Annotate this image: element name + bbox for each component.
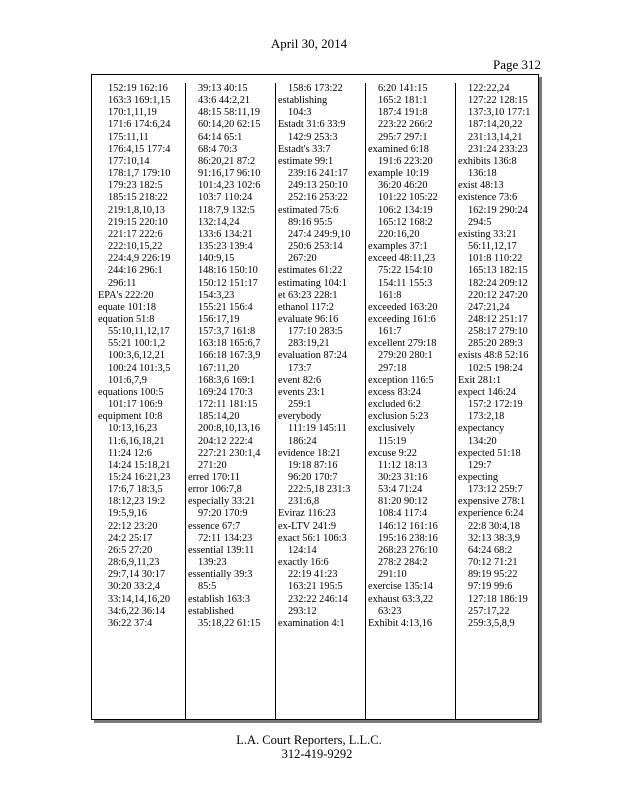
index-page-refs: 171:6 174:6,24 xyxy=(108,119,171,131)
index-page-refs: 85:5 xyxy=(198,581,217,593)
index-page-refs: 111:19 145:11 xyxy=(288,423,347,435)
index-page-refs: 6:20 141:15 xyxy=(378,83,428,94)
index-page-refs: 222:5,18 231:3 xyxy=(288,484,351,496)
index-page-refs: 172:11 181:15 xyxy=(198,399,258,411)
index-page-refs: 219:1,8,10,13 xyxy=(108,204,165,216)
index-page-refs: 60:14,20 62:15 xyxy=(198,119,261,131)
index-page-refs: 64:14 65:1 xyxy=(198,131,243,143)
footer xyxy=(0,733,618,761)
index-page-refs: 102:5 198:24 xyxy=(468,362,523,374)
index-entry: erred 170:11 xyxy=(188,472,240,483)
index-entry: essentially 39:3 xyxy=(188,569,253,581)
index-entry: estimate 99:1 xyxy=(278,155,334,167)
index-page-refs: 161:7 xyxy=(378,326,402,338)
index-page-refs: 220:16,20 xyxy=(378,228,420,240)
index-entry: Exit 281:1 xyxy=(458,374,502,386)
column-divider xyxy=(365,83,366,719)
index-entry: events 23:1 xyxy=(278,386,326,398)
index-entry: existing 33:21 xyxy=(458,228,517,240)
index-entry: essence 67:7 xyxy=(188,520,241,532)
index-page-refs: 185:15 218:22 xyxy=(108,192,168,204)
index-page-refs: 169:24 170:3 xyxy=(198,386,253,398)
index-page-refs: 163:3 169:1,15 xyxy=(108,95,171,107)
index-page-refs: 134:20 xyxy=(468,435,497,447)
index-entry: evidence 18:21 xyxy=(278,447,341,459)
index-page-refs: 157:3,7 161:8 xyxy=(198,326,256,338)
index-page-refs: 64:24 68:2 xyxy=(468,544,513,556)
index-page-refs: 22:12 23:20 xyxy=(108,520,158,532)
index-page-refs: 48:15 58:11,19 xyxy=(198,107,260,119)
index-page-refs: 17:6,7 18:3,5 xyxy=(108,484,163,496)
index-page-refs: 295:7 297:1 xyxy=(378,131,428,143)
index-page-refs: 267:20 xyxy=(288,253,317,265)
index-column-5 xyxy=(458,83,542,630)
index-page-refs: 155:21 156:4 xyxy=(198,301,253,313)
index-page-refs: 118:7,9 132:5 xyxy=(198,204,255,216)
index-entry: Eviraz 116:23 xyxy=(278,508,336,520)
index-entry: equipment 10:8 xyxy=(98,411,163,423)
index-page-refs: 100:24 101:3,5 xyxy=(108,362,171,374)
index-entry: excluded 6:2 xyxy=(368,399,421,411)
index-page-refs: 179:23 182:5 xyxy=(108,180,163,192)
index-page-refs: 156:17,19 xyxy=(198,313,240,325)
index-entry: expensive 278:1 xyxy=(458,496,526,508)
index-page-refs: 11:12 18:13 xyxy=(378,459,428,471)
index-page-refs: 224:4,9 226:19 xyxy=(108,253,171,265)
index-entry: establish 163:3 xyxy=(188,593,251,605)
index-page-refs: 136:18 xyxy=(468,168,497,180)
index-page-refs: 219:15 220:10 xyxy=(108,216,168,228)
index-page-refs: 26:5 27:20 xyxy=(108,544,153,556)
index-page-refs: 249:13 250:10 xyxy=(288,180,348,192)
index-page-refs: 148:16 150:10 xyxy=(198,265,258,277)
index-page-refs: 178:1,7 179:10 xyxy=(108,168,171,180)
index-page-refs: 162:19 290:24 xyxy=(468,204,528,216)
index-page-refs: 70:12 71:21 xyxy=(468,557,518,569)
index-page-refs: 150:12 151:17 xyxy=(198,277,258,289)
index-page-refs: 161:8 xyxy=(378,289,402,301)
index-page-refs: 97:19 99:6 xyxy=(468,581,513,593)
index-entry: Estadt's 33:7 xyxy=(278,143,331,155)
index-page-refs: 89:19 95:22 xyxy=(468,569,518,581)
index-entry: examined 6:18 xyxy=(368,143,429,155)
index-page-refs: 72:11 134:23 xyxy=(198,532,253,544)
index-page-refs: 223:22 266:2 xyxy=(378,119,433,131)
page-number: Page 312 xyxy=(493,57,542,72)
index-page-refs: 278:2 284:2 xyxy=(378,557,428,569)
index-page-refs: 115:19 xyxy=(378,435,407,447)
index-page-refs: 165:2 181:1 xyxy=(378,95,428,107)
index-page-refs: 89:16 95:5 xyxy=(288,216,333,228)
index-page-refs: 106:2 134:19 xyxy=(378,204,433,216)
index-entry: established xyxy=(188,605,234,617)
index-page-refs: 177:10,14 xyxy=(108,155,150,167)
index-page-refs: 36:22 37:4 xyxy=(108,617,153,629)
index-entry: exceed 48:11,23 xyxy=(368,253,436,265)
index-page-refs: 152:19 162:16 xyxy=(108,83,168,94)
index-entry: expectancy xyxy=(458,423,505,435)
index-entry: estimating 104:1 xyxy=(278,277,347,289)
index-page-refs: 258:17 279:10 xyxy=(468,326,528,338)
index-entry: excellent 279:18 xyxy=(368,338,437,350)
index-entry: exclusion 5:23 xyxy=(368,411,429,423)
index-entry: existence 73:6 xyxy=(458,192,518,204)
index-page-refs: 222:10,15,22 xyxy=(108,241,163,253)
index-entry: especially 33:21 xyxy=(188,496,256,508)
index-entry: equation 51:8 xyxy=(98,313,155,325)
index-page-refs: 55:21 100:1,2 xyxy=(108,338,166,350)
index-page-refs: 14:24 15:18,21 xyxy=(108,459,171,471)
index-page-refs: 30:23 31:16 xyxy=(378,472,428,483)
index-page-refs: 19:18 87:16 xyxy=(288,459,338,471)
index-page-refs: 36:20 46:20 xyxy=(378,180,428,192)
index-page-refs: 43:6 44:2,21 xyxy=(198,95,251,107)
index-page-refs: 177:10 283:5 xyxy=(288,326,343,338)
index-page-refs: 101:22 105:22 xyxy=(378,192,438,204)
index-page-refs: 173:12 259:7 xyxy=(468,484,523,496)
index-entry: examination 4:1 xyxy=(278,617,345,629)
index-page-refs: 291:10 xyxy=(378,569,407,581)
index-entry: exactly 16:6 xyxy=(278,557,329,569)
column-divider xyxy=(275,83,276,719)
index-page-refs: 195:16 238:16 xyxy=(378,532,438,544)
index-entry: ex-LTV 241:9 xyxy=(278,520,337,532)
index-page-refs: 294:5 xyxy=(468,216,492,228)
index-page-refs: 39:13 40:15 xyxy=(198,83,248,94)
index-page-refs: 15:24 16:21,23 xyxy=(108,472,171,483)
index-entry: exceeding 161:6 xyxy=(368,313,436,325)
index-entry: establishing xyxy=(278,95,328,107)
index-page-refs: 232:22 246:14 xyxy=(288,593,348,605)
index-page-refs: 86:20,21 87:2 xyxy=(198,155,256,167)
index-page-refs: 19:5,9,16 xyxy=(108,508,147,520)
index-page-refs: 204:12 222:4 xyxy=(198,435,253,447)
index-page-refs: 231:13,14,21 xyxy=(468,131,523,143)
index-entry: evaluate 96:16 xyxy=(278,313,339,325)
index-page-refs: 101:6,7,9 xyxy=(108,374,147,386)
index-page-refs: 127:18 186:19 xyxy=(468,593,528,605)
index-page-refs: 154:3,23 xyxy=(198,289,235,301)
index-entry: exhaust 63:3,22 xyxy=(368,593,434,605)
index-page-refs: 81:20 90:12 xyxy=(378,496,428,508)
index-page-refs: 170:1,11,19 xyxy=(108,107,157,119)
index-page-refs: 247:4 249:9,10 xyxy=(288,228,351,240)
reporter-phone: 312-419-9292 xyxy=(281,747,353,761)
index-page-refs: 133:6 134:21 xyxy=(198,228,253,240)
index-page-refs: 231:6,8 xyxy=(288,496,320,508)
reporter-company: L.A. Court Reporters, L.L.C. xyxy=(236,733,382,747)
index-page-refs: 259:1 xyxy=(288,399,312,411)
index-page-refs: 259:3,5,8,9 xyxy=(468,617,515,629)
index-page-refs: 244:16 296:1 xyxy=(108,265,163,277)
index-entry: essential 139:11 xyxy=(188,544,255,556)
index-page-refs: 68:4 70:3 xyxy=(198,143,238,155)
column-divider xyxy=(185,83,186,719)
index-page-refs: 22:8 30:4,18 xyxy=(468,520,521,532)
index-page-refs: 296:11 xyxy=(108,277,137,289)
index-page-refs: 91:16,17 96:10 xyxy=(198,168,261,180)
index-column-2 xyxy=(188,83,272,630)
index-page-refs: 285:20 289:3 xyxy=(468,338,523,350)
index-page-refs: 127:22 128:15 xyxy=(468,95,528,107)
index-entry: exact 56:1 106:3 xyxy=(278,532,347,544)
index-page-refs: 173:7 xyxy=(288,362,312,374)
index-page-refs: 137:3,10 177:1 xyxy=(468,107,531,119)
index-page-refs: 186:24 xyxy=(288,435,317,447)
index-page-refs: 182:24 209:12 xyxy=(468,277,528,289)
index-page-refs: 176:4,15 177:4 xyxy=(108,143,171,155)
index-entry: excuse 9:22 xyxy=(368,447,417,459)
index-entry: estimates 61:22 xyxy=(278,265,343,277)
index-entry: everybody xyxy=(278,411,322,423)
index-page-refs: 11:24 12:6 xyxy=(108,447,152,459)
index-page-refs: 191:6 223:20 xyxy=(378,155,433,167)
index-page-refs: 252:16 253:22 xyxy=(288,192,348,204)
index-page-refs: 187:4 191:8 xyxy=(378,107,428,119)
index-entry: estimated 75:6 xyxy=(278,204,339,216)
index-page-refs: 101:17 106:9 xyxy=(108,399,163,411)
index-page-refs: 168:3,6 169:1 xyxy=(198,374,256,386)
index-entry: excess 83:24 xyxy=(368,386,421,398)
index-page-refs: 33:14,14,16,20 xyxy=(108,593,171,605)
index-page-refs: 250:6 253:14 xyxy=(288,241,343,253)
index-page-refs: 158:6 173:22 xyxy=(288,83,343,94)
index-page-refs: 154:11 155:3 xyxy=(378,277,433,289)
index-page-refs: 163:18 165:6,7 xyxy=(198,338,261,350)
index-page-refs: 157:2 172:19 xyxy=(468,399,523,411)
index-entry: EPA's 222:20 xyxy=(98,289,154,301)
index-page-refs: 165:13 182:15 xyxy=(468,265,528,277)
index-page-refs: 53:4 71:24 xyxy=(378,484,423,496)
index-page-refs: 132:14,24 xyxy=(198,216,240,228)
index-page-refs: 34:6,22 36:14 xyxy=(108,605,166,617)
index-entry: Estadt 31:6 33:9 xyxy=(278,119,346,131)
index-page-refs: 28:6,9,11,23 xyxy=(108,557,160,569)
index-page-refs: 257:17,22 xyxy=(468,605,510,617)
index-page-refs: 146:12 161:16 xyxy=(378,520,438,532)
index-page-refs: 175:11,11 xyxy=(108,131,149,143)
index-page-refs: 200:8,10,13,16 xyxy=(198,423,261,435)
index-entry: example 10:19 xyxy=(368,168,429,180)
column-divider xyxy=(455,83,456,719)
transcript-date: April 30, 2014 xyxy=(270,36,348,51)
index-entry: ethanol 117:2 xyxy=(278,301,334,313)
index-entry: examples 37:1 xyxy=(368,241,428,253)
index-entry: exercise 135:14 xyxy=(368,581,433,593)
index-page-refs: 18:12,23 19:2 xyxy=(108,496,166,508)
index-page-refs: 167:11,20 xyxy=(198,362,240,374)
index-entry: exists 48:8 52:16 xyxy=(458,350,529,362)
index-page-refs: 63:23 xyxy=(378,605,402,617)
index-page-refs: 268:23 276:10 xyxy=(378,544,438,556)
index-page-refs: 108:4 117:4 xyxy=(378,508,428,520)
index-page-refs: 271:20 xyxy=(198,459,227,471)
index-entry: exhibits 136:8 xyxy=(458,155,517,167)
index-page-refs: 24:2 25:17 xyxy=(108,532,153,544)
index-page-refs: 103:7 110:24 xyxy=(198,192,253,204)
index-page-refs: 163:21 195:5 xyxy=(288,581,343,593)
index-page-refs: 97:20 170:9 xyxy=(198,508,248,520)
index-page-refs: 55:10,11,12,17 xyxy=(108,326,170,338)
index-page-refs: 173:2,18 xyxy=(468,411,505,423)
index-page-refs: 101:4,23 102:6 xyxy=(198,180,261,192)
index-entry: exist 48:13 xyxy=(458,180,504,192)
index-column-4 xyxy=(368,83,452,630)
word-index-frame xyxy=(91,74,539,720)
index-page-refs: 10:13,16,23 xyxy=(108,423,158,435)
index-entry: expecting xyxy=(458,472,499,483)
index-page-refs: 30:20 33:2,4 xyxy=(108,581,161,593)
index-entry: et 63:23 228:1 xyxy=(278,289,338,301)
index-page-refs: 142:9 253:3 xyxy=(288,131,338,143)
index-page-refs: 96:20 170:7 xyxy=(288,472,338,483)
index-column-1 xyxy=(98,83,182,630)
index-page-refs: 187:14,20,22 xyxy=(468,119,523,131)
index-entry: exclusively xyxy=(368,423,415,435)
index-page-refs: 56:11,12,17 xyxy=(468,241,517,253)
index-page-refs: 279:20 280:1 xyxy=(378,350,433,362)
index-page-refs: 166:18 167:3,9 xyxy=(198,350,261,362)
index-column-3 xyxy=(278,83,362,630)
index-page-refs: 104:3 xyxy=(288,107,312,119)
index-entry: expect 146:24 xyxy=(458,386,517,398)
index-page-refs: 101:8 110:22 xyxy=(468,253,523,265)
index-page-refs: 32:13 38:3,9 xyxy=(468,532,521,544)
index-page-refs: 185:14,20 xyxy=(198,411,240,423)
index-page-refs: 165:12 168:2 xyxy=(378,216,433,228)
index-entry: expected 51:18 xyxy=(458,447,521,459)
index-entry: Exhibit 4:13,16 xyxy=(368,617,433,629)
index-page-refs: 22:19 41:23 xyxy=(288,569,338,581)
index-entry: experience 6:24 xyxy=(458,508,524,520)
index-page-refs: 124:14 xyxy=(288,544,317,556)
index-page-refs: 247:21,24 xyxy=(468,301,510,313)
index-page-refs: 221:17 222:6 xyxy=(108,228,163,240)
index-page-refs: 139:23 xyxy=(198,557,227,569)
index-entry: exception 116:5 xyxy=(368,374,434,386)
index-page-refs: 231:24 233:23 xyxy=(468,143,528,155)
index-page-refs: 11:6,16,18,21 xyxy=(108,435,165,447)
index-page-refs: 239:16 241:17 xyxy=(288,168,348,180)
index-entry: equate 101:18 xyxy=(98,301,157,313)
index-entry: evaluation 87:24 xyxy=(278,350,347,362)
index-page-refs: 248:12 251:17 xyxy=(468,313,528,325)
index-page-refs: 293:12 xyxy=(288,605,317,617)
index-page-refs: 75:22 154:10 xyxy=(378,265,433,277)
index-entry: equations 100:5 xyxy=(98,386,164,398)
index-entry: error 106:7,8 xyxy=(188,484,242,496)
index-page-refs: 35:18,22 61:15 xyxy=(198,617,261,629)
index-page-refs: 140:9,15 xyxy=(198,253,235,265)
index-page-refs: 227:21 230:1,4 xyxy=(198,447,261,459)
index-page-refs: 129:7 xyxy=(468,459,492,471)
index-entry: event 82:6 xyxy=(278,374,322,386)
index-page-refs: 100:3,6,12,21 xyxy=(108,350,165,362)
index-page-refs: 122:22,24 xyxy=(468,83,510,94)
index-page-refs: 297:18 xyxy=(378,362,407,374)
index-page-refs: 283:19,21 xyxy=(288,338,330,350)
index-page-refs: 29:7,14 30:17 xyxy=(108,569,166,581)
index-page-refs: 135:23 139:4 xyxy=(198,241,253,253)
index-entry: exceeded 163:20 xyxy=(368,301,438,313)
index-page-refs: 220:12 247:20 xyxy=(468,289,528,301)
